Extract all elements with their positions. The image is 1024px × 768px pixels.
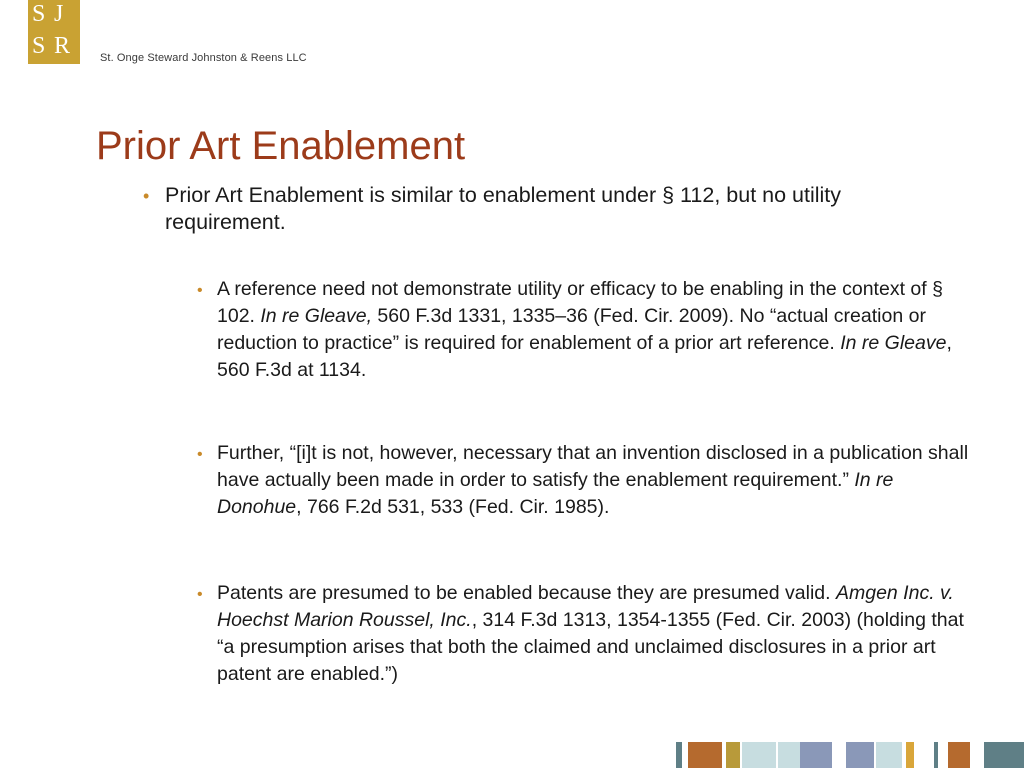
footer-bar — [688, 742, 722, 768]
firm-logo — [28, 0, 80, 64]
footer-bar — [984, 742, 1024, 768]
text-run: , 766 F.2d 531, 533 (Fed. Cir. 1985). — [296, 496, 610, 518]
footer-color-bars — [0, 742, 1024, 768]
logo-letter-r: R — [54, 33, 71, 59]
firm-name: St. Onge Steward Johnston & Reens LLC — [100, 52, 307, 64]
bullet-dot-icon: • — [197, 586, 203, 603]
bullet-sub-2 — [197, 440, 972, 521]
text-run: Further, “[i]t is not, however, necessary that an invention disclosed in a publication shall have actually been made in order to satisfy the enablement requirement.” — [217, 442, 969, 491]
case-citation: In re Donohue — [217, 469, 894, 518]
footer-bar — [948, 742, 970, 768]
bullet-dot-icon: • — [197, 446, 203, 463]
text-run: Patents are presumed to be enabled because they are presumed valid. — [217, 582, 836, 604]
bullet-main-text: Prior Art Enablement is similar to enablement under § 112, but no utility requirement. — [165, 183, 842, 234]
text-run: , 560 F.3d at 1134. — [217, 332, 952, 381]
bullet-dot-icon: • — [197, 282, 203, 299]
footer-bar — [742, 742, 776, 768]
bullet-sub-1-text — [217, 276, 972, 384]
logo-letter-s1: S — [32, 1, 46, 27]
footer-bar — [726, 742, 740, 768]
slide-title: Prior Art Enablement — [96, 124, 466, 168]
case-citation: Amgen Inc. v. Hoechst Marion Roussel, Inc. — [217, 582, 954, 631]
footer-bar — [778, 742, 800, 768]
footer-bar — [800, 742, 832, 768]
text-run: , 314 F.3d 1313, 1354-1355 (Fed. Cir. 2003) (holding that “a presumption arises that both the claimed and unclaimed disclosures in a prior art patent are enabled.”) — [217, 609, 964, 685]
footer-bar — [934, 742, 938, 768]
bullet-dot-icon: • — [143, 186, 150, 206]
bullet-sub-3-text — [217, 580, 972, 688]
text-run: A reference need not demonstrate utility or efficacy to be enabling in the context of § 102. — [217, 278, 943, 327]
case-citation: In re Gleave — [840, 332, 947, 354]
bullet-sub-3 — [197, 580, 972, 688]
logo-letter-j: J — [54, 1, 64, 27]
footer-bar — [846, 742, 874, 768]
bullet-sub-1 — [197, 276, 972, 384]
footer-bar — [876, 742, 902, 768]
bullet-sub-2-text — [217, 440, 972, 521]
logo-letter-s2: S — [32, 33, 46, 59]
text-run: 560 F.3d 1331, 1335–36 (Fed. Cir. 2009). No “actual creation or reduction to practice” is required for enablement of a prior art reference. — [217, 305, 926, 354]
bullet-main — [143, 182, 963, 236]
case-citation: In re Gleave, — [260, 305, 373, 327]
footer-bar — [676, 742, 682, 768]
footer-bar — [906, 742, 914, 768]
